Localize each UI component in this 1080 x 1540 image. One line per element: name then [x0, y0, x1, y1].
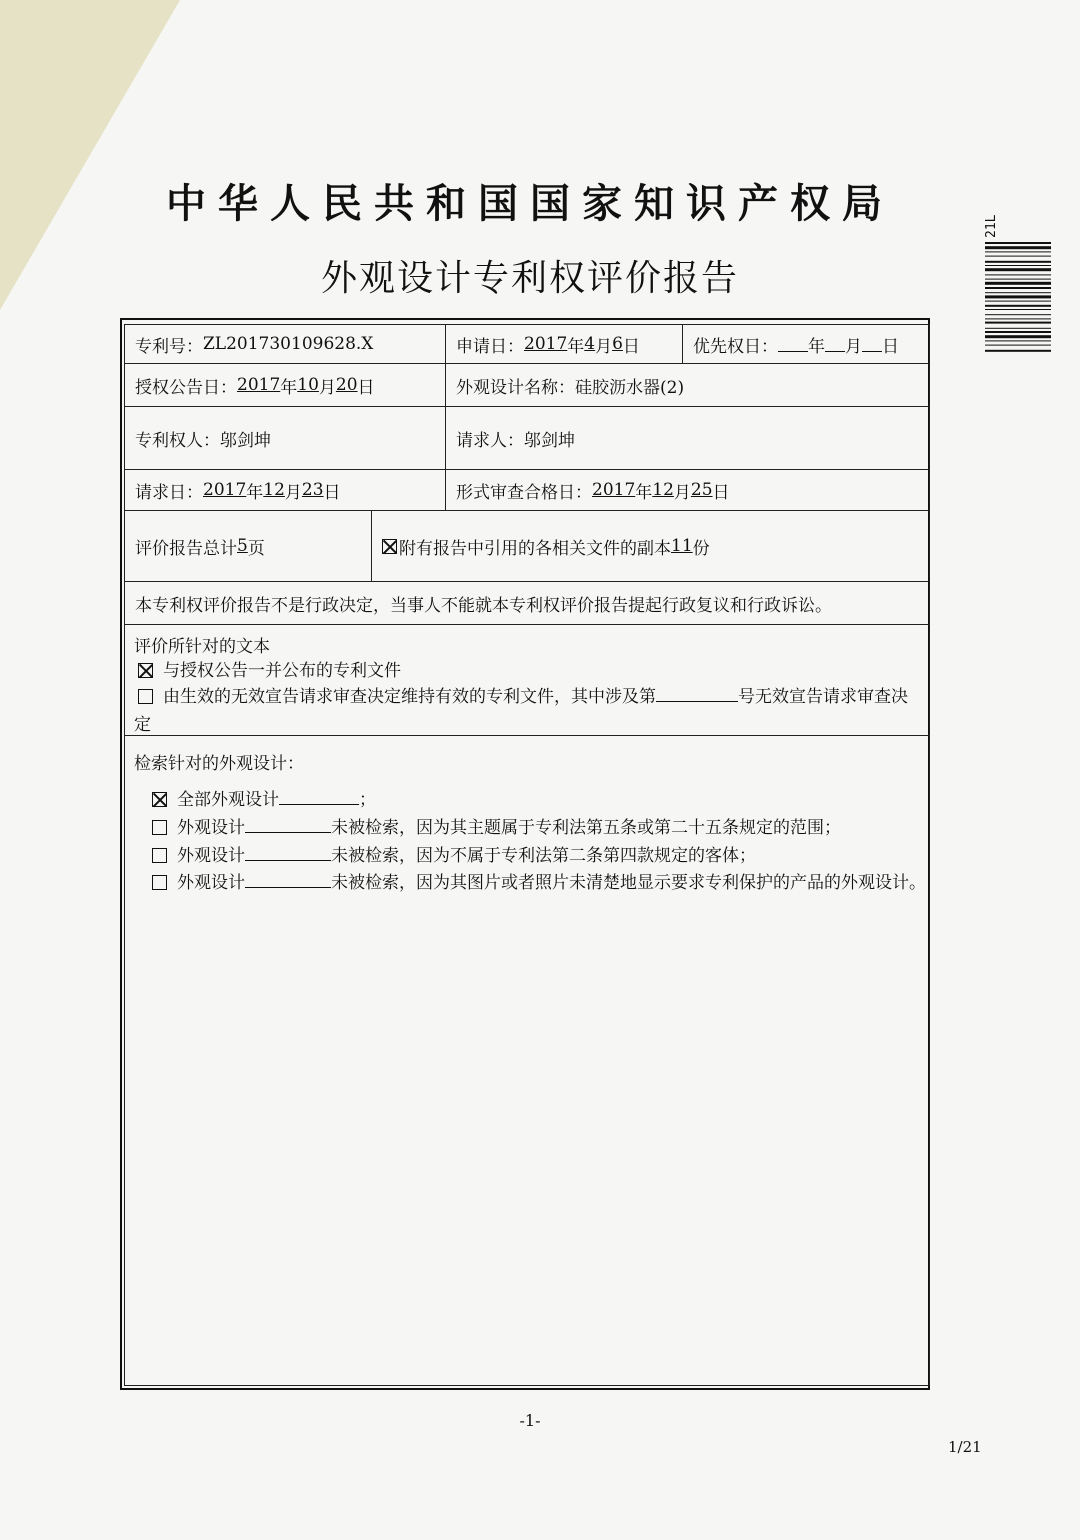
design-name-cell [445, 363, 930, 407]
requester-value: 邬剑坤 [524, 430, 575, 451]
barcode-icon [985, 242, 1051, 352]
barcode-code: 21L [984, 214, 999, 238]
requester-label: 请求人： [456, 430, 524, 451]
requester-cell [445, 406, 930, 470]
design-name-value: 硅胶沥水器(2) [575, 377, 685, 398]
patent-number-value: ZL201730109628.X [203, 334, 374, 354]
notice-cell [124, 581, 930, 625]
apply-year: 2017 [524, 334, 568, 354]
search-option-2: 外观设计 未被检索，因为其主题属于专利法第五条或第二十五条规定的范围； [152, 813, 841, 838]
notice-text: 本专利权评价报告不是行政决定，当事人不能就本专利权评价报告提起行政复议和行政诉讼。 [135, 595, 832, 616]
page-number: -1- [519, 1411, 541, 1430]
report-title: 外观设计专利权评价报告 [320, 258, 739, 299]
search-checkbox-1[interactable] [152, 792, 167, 807]
grant-date-cell: 授权公告日： 2017 年 10 月 20 日 [124, 363, 446, 407]
patentee-value: 邬剑坤 [220, 430, 271, 451]
search-checkbox-3[interactable] [152, 848, 167, 863]
patent-number-cell [124, 324, 446, 364]
search-option-3: 外观设计 未被检索，因为不属于专利法第二条第四款规定的客体； [152, 841, 756, 866]
formal-exam-cell: 形式审查合格日： 2017 年 12 月 25 日 [445, 469, 930, 511]
request-year: 2017 [203, 480, 247, 500]
request-date-cell: 请求日： 2017 年 12 月 23 日 [124, 469, 446, 511]
report-pages-count: 5 [237, 536, 248, 556]
formal-month: 12 [652, 480, 674, 500]
patentee-label: 专利权人： [135, 430, 220, 451]
patentee-cell [124, 406, 446, 470]
attached-copies-count: 11 [671, 536, 693, 556]
formal-exam-label: 形式审查合格日： [456, 482, 592, 503]
text-basis-option-2: 由生效的无效宣告请求审查决定维持有效的专利文件，其中涉及第 号无效宣告请求审查决 [138, 682, 908, 707]
search-option-1: 全部外观设计 ； [152, 785, 376, 810]
search-option-4: 外观设计 未被检索，因为其图片或者照片未清楚地显示要求专利保护的产品的外观设计。 [152, 868, 926, 893]
grant-date-label: 授权公告日： [135, 377, 237, 398]
apply-day: 6 [612, 334, 623, 354]
attached-copies-cell: 附有报告中引用的各相关文件的副本 11 份 [371, 510, 930, 582]
text-basis-option-1: 与授权公告一并公布的专利文件 [138, 656, 401, 681]
search-heading: 检索针对的外观设计： [134, 754, 304, 774]
patent-number-label: 专利号： [135, 336, 203, 357]
priority-date-cell: 优先权日： 年 月 日 [682, 324, 930, 364]
report-pages-cell: 评价报告总计 5 页 [124, 510, 372, 582]
search-checkbox-4[interactable] [152, 875, 167, 890]
text-basis-option-2-wrap: 定 [134, 715, 151, 735]
text-basis-heading: 评价所针对的文本 [134, 637, 270, 657]
apply-month: 4 [584, 334, 596, 354]
design-name-label: 外观设计名称： [456, 377, 575, 398]
search-checkbox-2[interactable] [152, 820, 167, 835]
page-count: 1/21 [948, 1438, 982, 1456]
request-date-label: 请求日： [135, 482, 203, 503]
apply-date-label: 申请日： [456, 336, 524, 357]
grant-day: 20 [335, 375, 358, 395]
formal-day: 25 [690, 480, 713, 500]
apply-date-cell: 申请日： 2017 年 4 月 6 日 [445, 324, 683, 364]
grant-year: 2017 [237, 375, 281, 395]
agency-title: 中华人民共和国国家知识产权局 [166, 181, 894, 227]
request-month: 12 [263, 480, 285, 500]
grant-month: 10 [297, 375, 319, 395]
priority-date-label: 优先权日： [693, 336, 778, 357]
formal-year: 2017 [592, 480, 636, 500]
attached-copies-checkbox[interactable] [382, 539, 397, 554]
text-basis-checkbox-1[interactable] [138, 663, 153, 678]
request-day: 23 [301, 480, 324, 500]
text-basis-checkbox-2[interactable] [138, 689, 153, 704]
